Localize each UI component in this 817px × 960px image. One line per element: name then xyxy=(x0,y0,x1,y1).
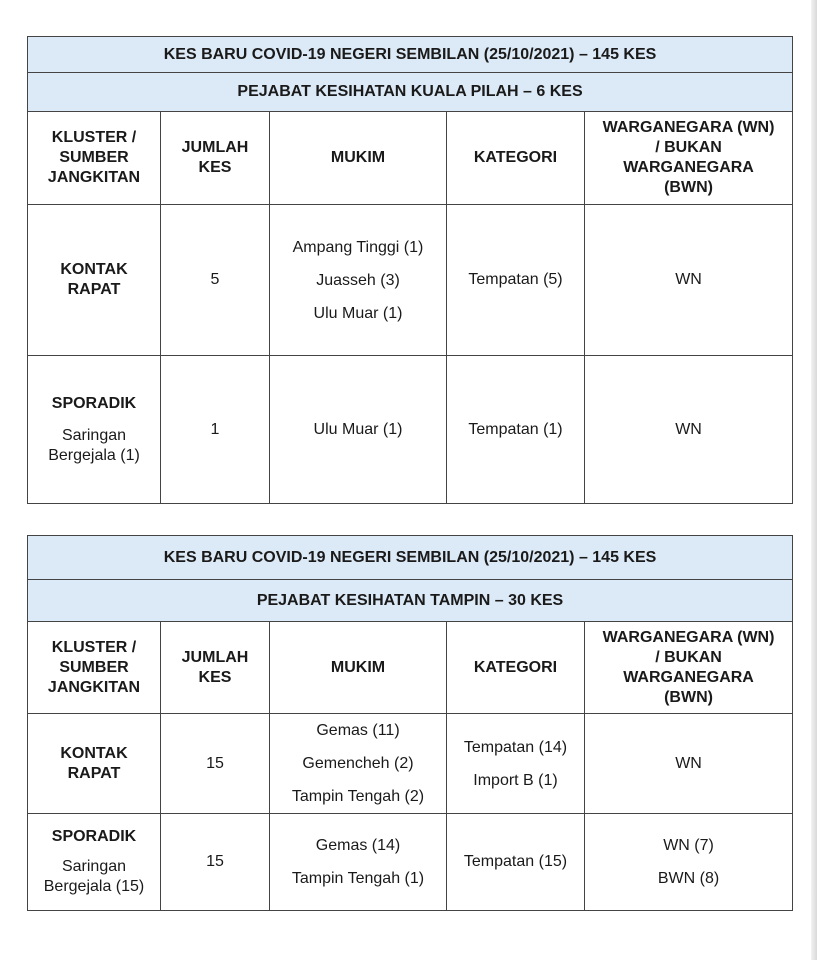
col-header-count: JUMLAH KES xyxy=(161,622,270,714)
col-header-count: JUMLAH KES xyxy=(161,112,270,205)
citizen-cell: WN (7) BWN (8) xyxy=(585,814,793,911)
table-title: KES BARU COVID-19 NEGERI SEMBILAN (25/10/2021) – 145 KES xyxy=(28,37,793,73)
table-row xyxy=(28,356,793,504)
citizen-cell: WN xyxy=(585,714,793,814)
cases-table-kuala-pilah xyxy=(27,36,793,504)
table-row xyxy=(28,205,793,356)
col-header-mukim: MUKIM xyxy=(270,112,447,205)
source-cell: KONTAK RAPAT xyxy=(28,714,161,814)
col-header-citizen: WARGANEGARA (WN) / BUKAN WARGANEGARA (BWN) xyxy=(585,112,793,205)
mukim-cell: Gemas (11) Gemencheh (2) Tampin Tengah (2) xyxy=(270,714,447,814)
office-title: PEJABAT KESIHATAN KUALA PILAH – 6 KES xyxy=(28,73,793,112)
table-row xyxy=(28,714,793,814)
col-header-category: KATEGORI xyxy=(447,112,585,205)
citizen-cell: WN xyxy=(585,205,793,356)
col-header-source: KLUSTER / SUMBER JANGKITAN xyxy=(28,622,161,714)
count-cell: 1 xyxy=(161,356,270,504)
source-cell: KONTAK RAPAT xyxy=(28,205,161,356)
table-title: KES BARU COVID-19 NEGERI SEMBILAN (25/10/2021) – 145 KES xyxy=(28,536,793,580)
count-cell: 15 xyxy=(161,814,270,911)
cases-table-tampin xyxy=(27,535,793,911)
category-cell: Tempatan (1) xyxy=(447,356,585,504)
mukim-cell: Gemas (14) Tampin Tengah (1) xyxy=(270,814,447,911)
category-cell: Tempatan (14) Import B (1) xyxy=(447,714,585,814)
col-header-citizen: WARGANEGARA (WN) / BUKAN WARGANEGARA (BWN) xyxy=(585,622,793,714)
category-cell: Tempatan (5) xyxy=(447,205,585,356)
col-header-mukim: MUKIM xyxy=(270,622,447,714)
citizen-cell: WN xyxy=(585,356,793,504)
mukim-cell: Ampang Tinggi (1) Juasseh (3) Ulu Muar (1) xyxy=(270,205,447,356)
mukim-cell: Ulu Muar (1) xyxy=(270,356,447,504)
col-header-source: KLUSTER / SUMBER JANGKITAN xyxy=(28,112,161,205)
page-edge-shadow xyxy=(811,0,817,960)
col-header-category: KATEGORI xyxy=(447,622,585,714)
category-cell: Tempatan (15) xyxy=(447,814,585,911)
count-cell: 5 xyxy=(161,205,270,356)
office-title: PEJABAT KESIHATAN TAMPIN – 30 KES xyxy=(28,580,793,622)
table-row xyxy=(28,814,793,911)
source-cell: SPORADIK Saringan Bergejala (1) xyxy=(28,356,161,504)
count-cell: 15 xyxy=(161,714,270,814)
source-cell: SPORADIK Saringan Bergejala (15) xyxy=(28,814,161,911)
